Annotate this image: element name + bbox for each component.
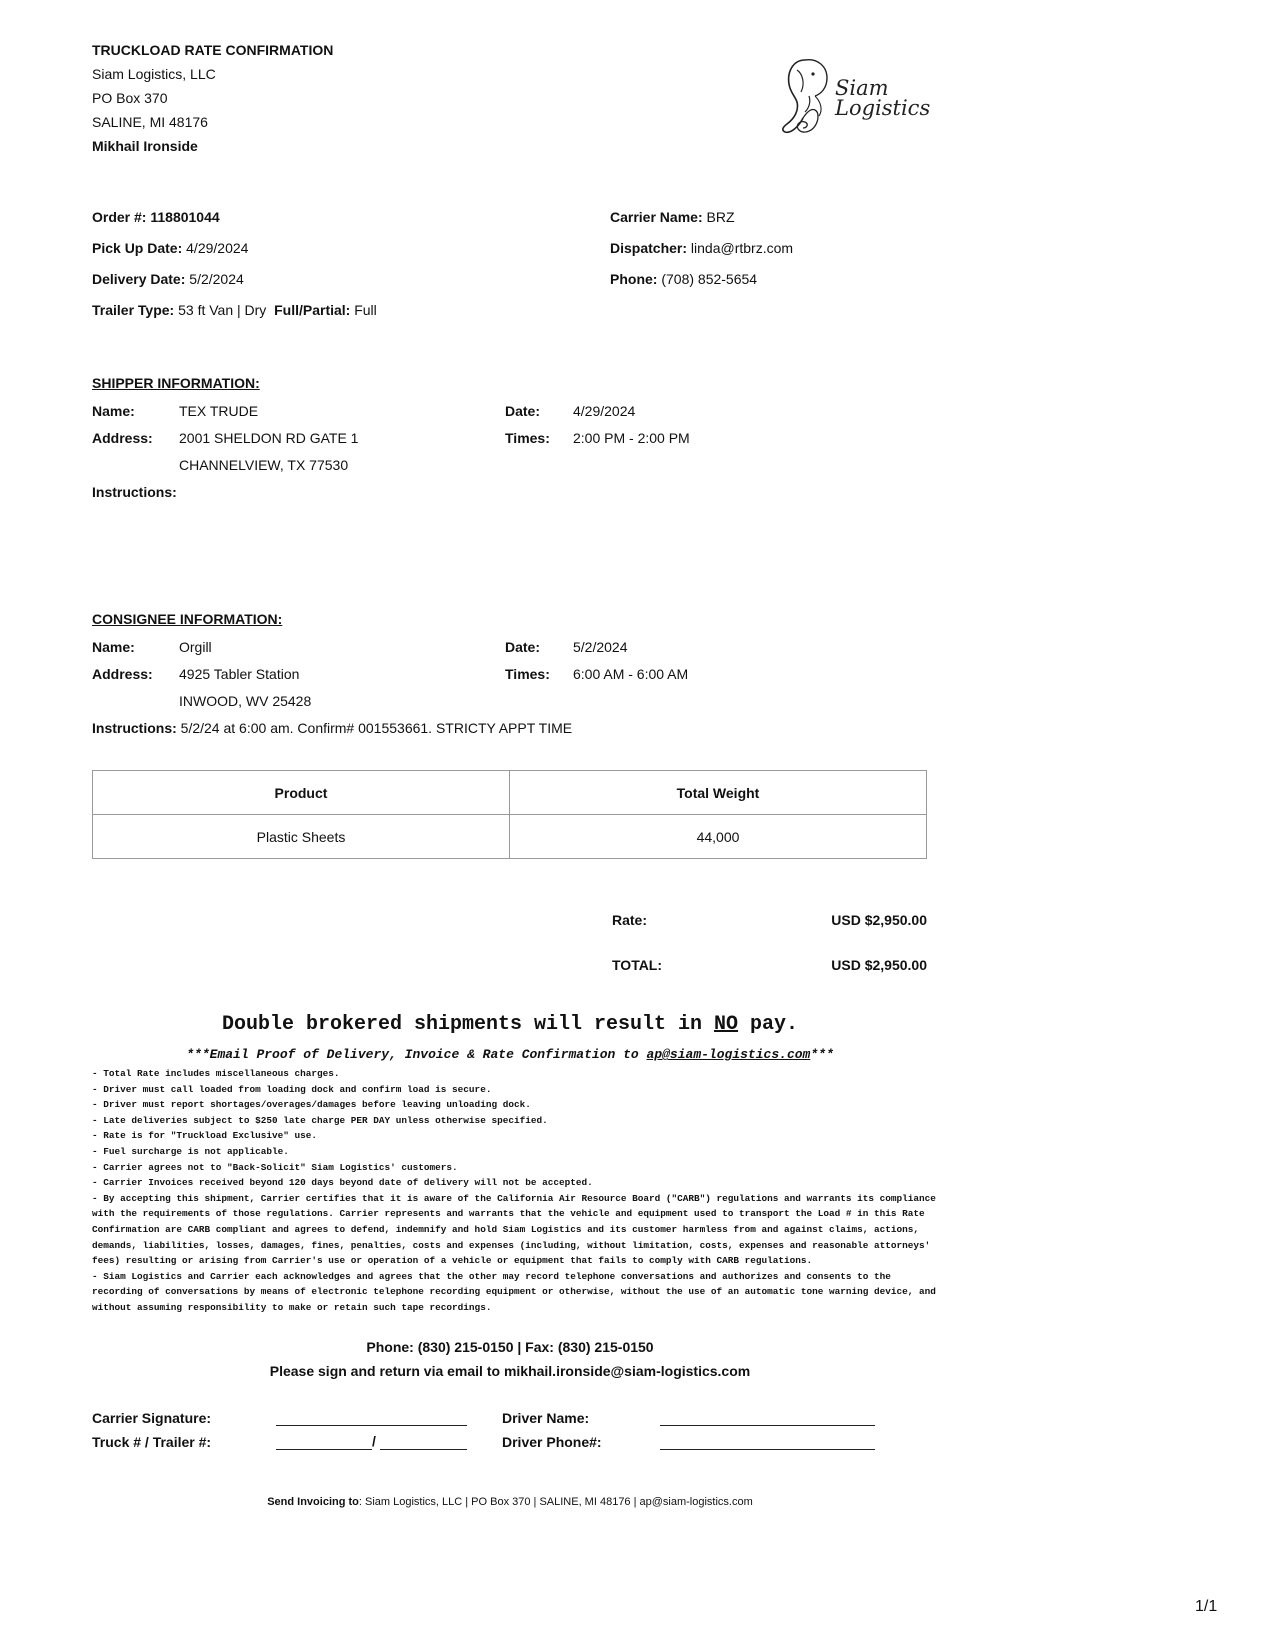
consignee-address-line1: 4925 Tabler Station	[179, 666, 300, 682]
truck-trailer-label: Truck # / Trailer #:	[92, 1434, 212, 1450]
terms-item: - Carrier agrees not to "Back-Solicit" Siam Logistics' customers.	[92, 1161, 458, 1173]
carrier-phone-value: (708) 852-5654	[661, 271, 758, 287]
consignee-address-line2: INWOOD, WV 25428	[179, 693, 312, 709]
driver-name-label: Driver Name:	[502, 1410, 590, 1426]
carrier-name-value: BRZ	[706, 209, 735, 225]
invoicing-footer	[0, 1496, 1020, 1508]
rate-value: USD $2,950.00	[831, 912, 927, 928]
terms-item: - By accepting this shipment, Carrier certifies that it is aware of the California Air Resource Board ("CARB") regulations and warrants its compliance with the requirements of those regulations. Carrier represents and warrants that the vehicle and equipment used to transport the Load # in this Rate Confirmation are CARB compliant and agrees to defend, indemnify and hold Siam Logistics and its customer harmless from and against claims, actions, demands, liabilities, losses, damages, fines, penalties, costs and expenses (including, without limitation, costs, expenses and reasonable attorneys' fees) resulting or arising from Carrier's use or operation of a vehicle or equipment that fails to comply with CARB regulations.	[92, 1192, 936, 1267]
sign-return-line: Please sign and return via email to mikhail.ironside@siam-logistics.com	[269, 1363, 751, 1379]
shipper-date-value: 4/29/2024	[573, 403, 636, 419]
shipper-times-value: 2:00 PM - 2:00 PM	[573, 430, 690, 446]
terms-item: - Fuel surcharge is not applicable.	[92, 1145, 289, 1157]
carrier-phone-label: Phone:	[610, 271, 658, 287]
warning-text-emphasis: NO	[714, 1013, 739, 1036]
table-row	[93, 815, 927, 859]
pickup-date-value: 4/29/2024	[186, 240, 249, 256]
order-number-label: Order #:	[92, 209, 147, 225]
carrier-signature-label: Carrier Signature:	[92, 1410, 212, 1426]
driver-phone-line[interactable]	[660, 1449, 875, 1450]
email-notice	[0, 1047, 1020, 1062]
terms-item: - Rate is for "Truckload Exclusive" use.	[92, 1130, 318, 1142]
consignee-name-label: Name:	[92, 639, 135, 655]
terms-list	[92, 1066, 942, 1316]
shipper-address-line1: 2001 SHELDON RD GATE 1	[179, 430, 359, 446]
rate-label: Rate:	[612, 912, 648, 928]
shipper-section-title: SHIPPER INFORMATION:	[92, 375, 260, 391]
carrier-name-label: Carrier Name:	[610, 209, 703, 225]
order-number-value: 118801044	[150, 209, 220, 225]
warning-text-before: Double brokered shipments will result in	[221, 1013, 715, 1036]
total-label: TOTAL:	[612, 957, 663, 973]
pickup-date-label: Pick Up Date:	[92, 240, 183, 256]
trailer-type-value: 53 ft Van | Dry	[178, 302, 267, 318]
delivery-date	[92, 271, 244, 287]
shipper-name-value: TEX TRUDE	[179, 403, 259, 419]
carrier-phone	[610, 271, 757, 287]
consignee-times-label: Times:	[505, 666, 550, 682]
shipper-instructions-label: Instructions:	[92, 484, 177, 500]
company-logo	[775, 52, 935, 142]
contact-name: Mikhail Ironside	[92, 138, 198, 154]
consignee-instructions-value: 5/2/24 at 6:00 am. Confirm# 001553661. STRICTY APPT TIME	[180, 720, 573, 736]
consignee-name-value: Orgill	[179, 639, 212, 655]
consignee-instructions	[92, 720, 572, 736]
trailer-number-line[interactable]	[380, 1449, 467, 1450]
column-header-total-weight: Total Weight	[510, 771, 927, 815]
terms-item: - Late deliveries subject to $250 late charge PER DAY unless otherwise specified.	[92, 1114, 548, 1126]
double-broker-warning	[0, 1013, 1020, 1036]
dispatcher	[610, 240, 793, 256]
company-po-box: PO Box 370	[92, 90, 168, 106]
email-notice-before: ***Email Proof of Delivery, Invoice & Rate Confirmation to	[186, 1047, 647, 1062]
carrier-name	[610, 209, 735, 225]
email-notice-link[interactable]: ap@siam-logistics.com	[646, 1047, 811, 1062]
consignee-times-value: 6:00 AM - 6:00 AM	[573, 666, 689, 682]
full-partial-value: Full	[354, 302, 377, 318]
logo-text-line2: Logistics	[835, 96, 931, 120]
shipper-times-label: Times:	[505, 430, 550, 446]
consignee-address-label: Address:	[92, 666, 153, 682]
invoicing-label: Send Invoicing to	[267, 1496, 359, 1508]
full-partial-label: Full/Partial:	[274, 302, 351, 318]
shipper-date-label: Date:	[505, 403, 541, 419]
terms-item: - Total Rate includes miscellaneous charges.	[92, 1068, 340, 1079]
consignee-date-value: 5/2/2024	[573, 639, 628, 655]
dispatcher-label: Dispatcher:	[610, 240, 688, 256]
consignee-instructions-label: Instructions:	[92, 720, 177, 736]
consignee-section-title: CONSIGNEE INFORMATION:	[92, 611, 283, 627]
table-header-row	[93, 771, 927, 815]
carrier-signature-line[interactable]	[276, 1425, 467, 1426]
email-notice-after: ***	[810, 1047, 834, 1062]
delivery-date-label: Delivery Date:	[92, 271, 186, 287]
driver-name-line[interactable]	[660, 1425, 875, 1426]
company-city: SALINE, MI 48176	[92, 114, 208, 130]
total-value: USD $2,950.00	[831, 957, 927, 973]
document-title: TRUCKLOAD RATE CONFIRMATION	[92, 42, 334, 58]
delivery-date-value: 5/2/2024	[189, 271, 244, 287]
driver-phone-label: Driver Phone#:	[502, 1434, 602, 1450]
terms-item: - Carrier Invoices received beyond 120 days beyond date of delivery will not be accepted.	[92, 1177, 593, 1189]
dispatcher-value[interactable]: linda@rtbrz.com	[690, 240, 794, 256]
terms-item: - Siam Logistics and Carrier each acknowledges and agrees that the other may record telephone conversations and authorizes and consents to the recording of conversations by means of electronic telephone recording equipment or otherwise, without the use of an automatic tone warning device, and without assuming responsibility to make or retain such tape recordings.	[92, 1270, 936, 1313]
invoicing-value: : Siam Logistics, LLC | PO Box 370 | SALINE, MI 48176 | ap@siam-logistics.com	[358, 1496, 753, 1508]
truck-number-line[interactable]	[276, 1449, 372, 1450]
terms-item: - Driver must report shortages/overages/damages before leaving unloading dock.	[92, 1099, 531, 1111]
warning-text-after: pay.	[738, 1013, 799, 1036]
trailer-type-label: Trailer Type:	[92, 302, 175, 318]
phone-fax-line: Phone: (830) 215-0150 | Fax: (830) 215-0150	[366, 1339, 654, 1355]
trailer-type	[92, 302, 377, 318]
shipper-address-line2: CHANNELVIEW, TX 77530	[179, 457, 349, 473]
truck-trailer-separator: /	[372, 1433, 376, 1449]
order-number	[92, 209, 220, 225]
pickup-date	[92, 240, 248, 256]
product-cell: Plastic Sheets	[93, 815, 510, 859]
page-number: 1/1	[1195, 1598, 1218, 1615]
terms-item: - Driver must call loaded from loading dock and confirm load is secure.	[92, 1083, 492, 1095]
column-header-product: Product	[93, 771, 510, 815]
consignee-date-label: Date:	[505, 639, 541, 655]
product-table	[92, 770, 927, 859]
shipper-name-label: Name:	[92, 403, 135, 419]
logo-text-line1: Siam	[835, 76, 889, 100]
shipper-address-label: Address:	[92, 430, 153, 446]
company-name: Siam Logistics, LLC	[92, 66, 216, 82]
weight-cell: 44,000	[510, 815, 927, 859]
